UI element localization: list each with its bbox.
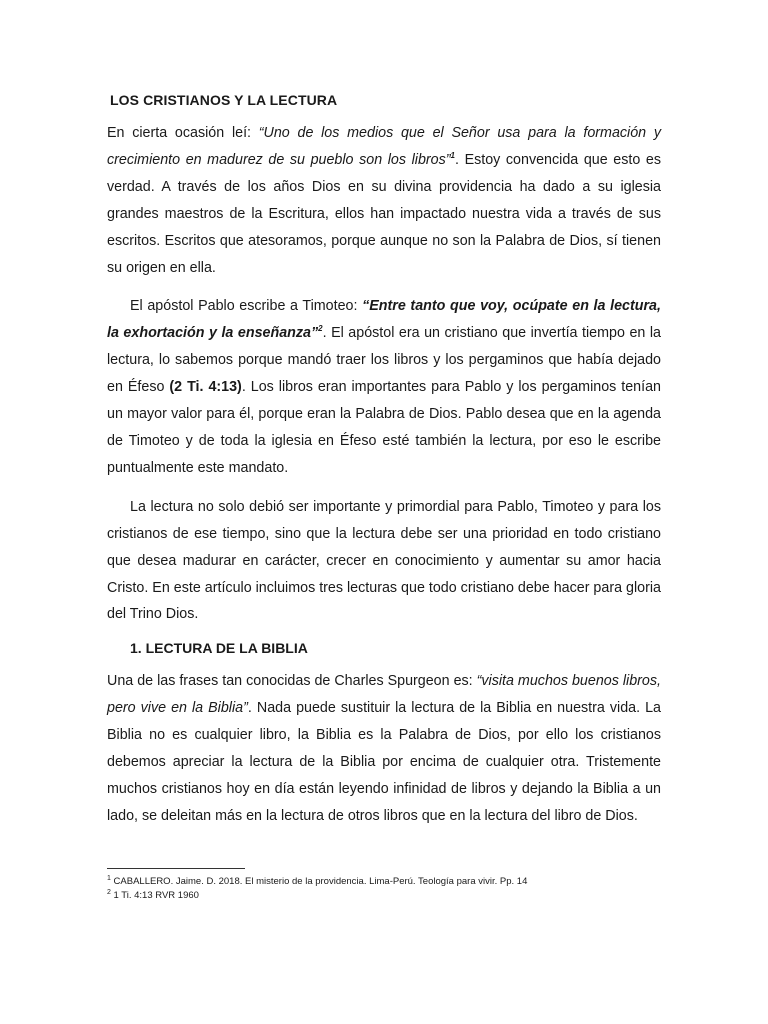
p1-quote: “Uno de los medios que el Señor usa para la formación y crecimiento en madurez de su pueblo son los libros” [107, 125, 662, 168]
p1-text-1: En cierta ocasión leí: [107, 125, 259, 141]
footnotes [107, 868, 661, 903]
footnote-2-number: 2 [107, 888, 111, 896]
p2-quote: “Entre tanto que voy, ocúpate en la lectura, la exhortación y la enseñanza” [107, 298, 661, 342]
footnote-1-number: 1 [107, 874, 111, 882]
p4-text-1: Una de las frases tan conocidas de Charles Spurgeon es: [107, 673, 477, 690]
paragraph-2 [107, 293, 661, 481]
paragraph-1 [107, 120, 661, 281]
footnote-separator [107, 868, 245, 869]
paragraph-3: La lectura no solo debió ser importante y primordial para Pablo, Timoteo y para los cristianos de ese tiempo, sino que la lectura debe ser una prioridad en todo cristiano que desea madurar en carácter, crecer en conocimiento y aumentar su amor hacia Cristo. En este artículo incluimos tres lecturas que todo cristiano debe hacer para gloria del Trino Dios. [107, 498, 661, 623]
section-heading-1: 1. LECTURA DE LA BIBLIA [130, 640, 308, 657]
footnote-1 [107, 875, 661, 889]
footnote-2 [107, 889, 661, 903]
p2-scripture-ref: (2 Ti. 4:13) [169, 379, 242, 396]
p1-text-2: . Estoy convencida que esto es verdad. A través de los años Dios en su divina providencia ha dado a su iglesia grandes maestros de la Escritura, ellos han impactado nuestra vida a través de sus escritos. Escritos que atesoramos, porque aunque no son la Palabra de Dios, sí tienen su origen en ella. [107, 151, 661, 276]
document-body [107, 92, 661, 842]
p4-quote: “visita muchos buenos libros, pero vive en la Biblia” [107, 673, 661, 717]
p2-text-2: . El apóstol era un cristiano que invertía tiempo en la lectura, lo sabemos porque mandó traer los libros y los pergaminos que había dejado en Éfeso [107, 325, 661, 396]
document-title: LOS CRISTIANOS Y LA LECTURA [110, 92, 338, 108]
p2-text-3: . Los libros eran importantes para Pablo y los pergaminos tenían un mayor valor para él, porque eran la Palabra de Dios. Pablo desea que en la agenda de Timoteo y de toda la iglesia en Éfeso esté también la lectura, por eso le escribe puntualmente este mandato. [107, 379, 662, 476]
footnote-ref-1: 1 [450, 151, 455, 161]
p4-text-2: . Nada puede sustituir la lectura de la Biblia en nuestra vida. La Biblia no es cualquier libro, la Biblia es la Palabra de Dios, por ello los cristianos debemos apreciar la lectura de la Biblia por encima de cualquier otra. Tristemente muchos cristianos hoy en día están leyendo infinidad de libros y dejando la Biblia a un lado, se deleitan más en la lectura de otros libros que en la lectura del libro de Dios. [107, 700, 661, 824]
footnote-2-text: 1 Ti. 4:13 RVR 1960 [110, 890, 199, 901]
p2-text-1: El apóstol Pablo escribe a Timoteo: [130, 298, 363, 315]
footnote-1-text: CABALLERO. Jaime. D. 2018. El misterio de la providencia. Lima-Perú. Teología para vivir. Pp. 14 [110, 876, 528, 887]
paragraph-4 [107, 668, 661, 829]
footnote-ref-2: 2 [318, 324, 323, 334]
